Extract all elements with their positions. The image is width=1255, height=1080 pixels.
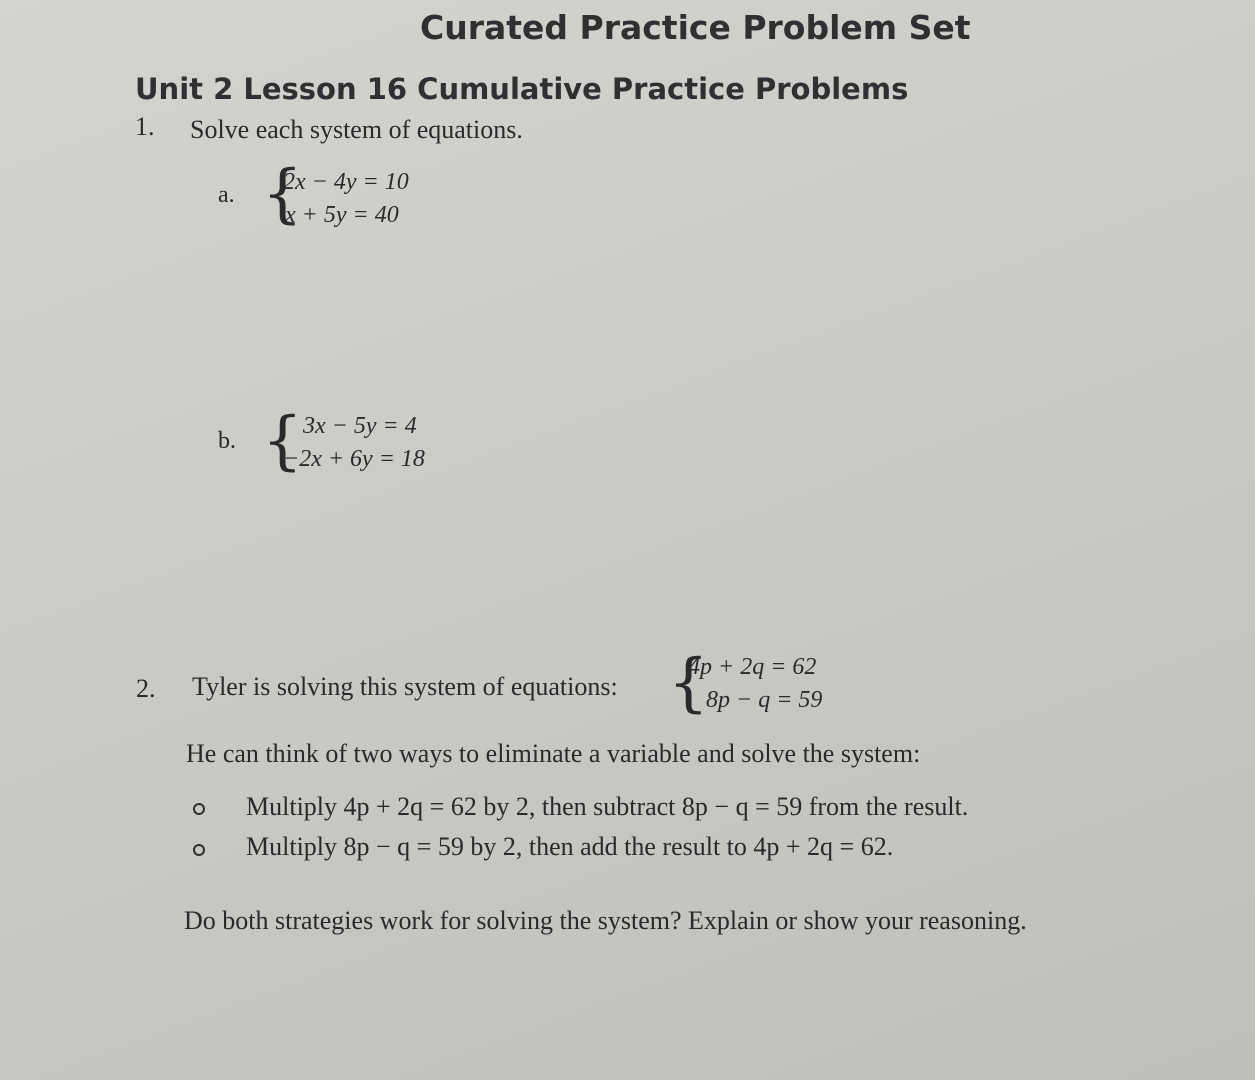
problem-2-prompt: Tyler is solving this system of equations: [192,672,618,701]
problem-2-equation-2: 8p − q = 59 [706,687,823,713]
page-title: Curated Practice Problem Set [420,8,971,47]
part-b-equation-1: 3x − 5y = 4 [303,413,417,439]
problem-2-equation-1: 4p + 2q = 62 [688,654,817,680]
lesson-title: Unit 2 Lesson 16 Cumulative Practice Problems [135,72,909,106]
part-a-brace: { [262,157,303,231]
part-b-equation-2: −2x + 6y = 18 [283,446,425,472]
problem-2-brace: { [668,646,709,720]
part-a-label: a. [218,182,235,208]
part-a-equation-1: 2x − 4y = 10 [283,169,409,195]
bullet-icon [193,844,205,856]
problem-2-intro: He can think of two ways to eliminate a variable and solve the system: [186,739,921,768]
part-b-brace: { [262,404,303,478]
problem-1-number: 1. [135,112,155,141]
strategy-1: Multiply 4p + 2q = 62 by 2, then subtract 8p − q = 59 from the result. [246,792,969,821]
problem-1-prompt: Solve each system of equations. [190,115,523,144]
problem-2-number: 2. [136,674,156,703]
part-a-equation-2: x + 5y = 40 [285,202,399,228]
problem-2-question: Do both strategies work for solving the system? Explain or show your reasoning. [184,906,1027,935]
part-b-label: b. [218,428,236,454]
bullet-icon [193,803,205,815]
strategy-2: Multiply 8p − q = 59 by 2, then add the result to 4p + 2q = 62. [246,832,894,861]
